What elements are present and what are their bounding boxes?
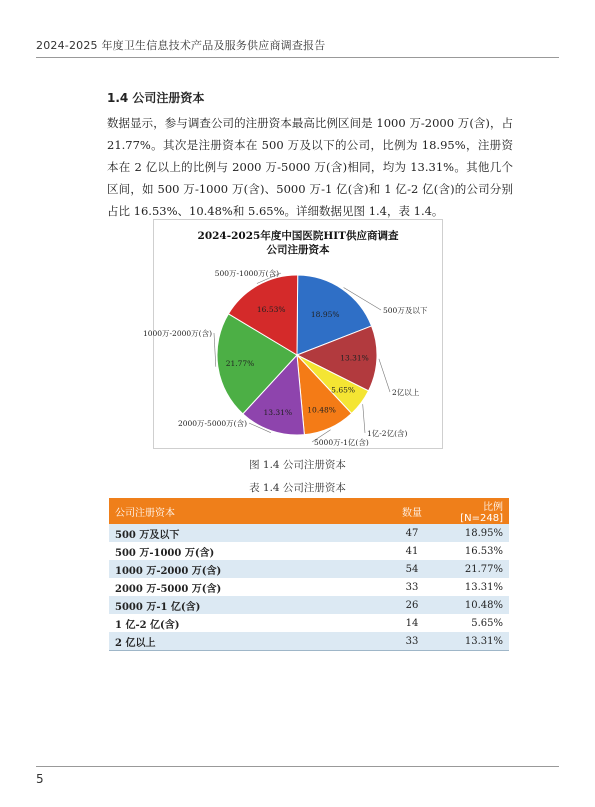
row-count: 26 bbox=[371, 596, 453, 614]
row-capital: 500 万-1000 万(含) bbox=[109, 542, 371, 560]
chart-subtitle: 公司注册资本 bbox=[266, 244, 330, 256]
figure-caption: 图 1.4 公司注册资本 bbox=[249, 459, 346, 471]
slice-leader-line bbox=[363, 404, 365, 433]
header-divider bbox=[36, 57, 559, 58]
slice-value-label: 16.53% bbox=[256, 304, 286, 314]
table-row bbox=[109, 524, 509, 542]
chart-title: 2024-2025年度中国医院HIT供应商调查 bbox=[197, 230, 399, 242]
table-row bbox=[109, 542, 509, 560]
row-ratio: 10.48% bbox=[453, 596, 509, 614]
page-number: 5 bbox=[36, 772, 44, 786]
table-row bbox=[109, 578, 509, 596]
row-count: 54 bbox=[371, 560, 453, 578]
slice-category-label: 500万-1000万(含) bbox=[214, 269, 279, 278]
row-ratio: 13.31% bbox=[453, 632, 509, 651]
body-paragraph: 数据显示，参与调查公司的注册资本最高比例区间是 1000 万-2000 万(含)，占 21.77%。其次是注册资本在 500 万及以下的公司，比例为 18.95%，注册资本在 2 亿以上的比例与 2000 万-5000 万(含)相同，均为 13.31%。其他几个区间，如 500 万-1000 万(含)、5000 万-1 亿(含)和 1 亿-2 亿(含)的公司分别占比 16.53%、10.48%和 5.65%。详细数据见图 1.4，表 1.4。 bbox=[107, 116, 513, 218]
row-ratio: 16.53% bbox=[453, 542, 509, 560]
header-count: 数量 bbox=[371, 498, 453, 524]
slice-value-label: 21.77% bbox=[225, 359, 255, 369]
row-count: 33 bbox=[371, 632, 453, 651]
table-row bbox=[109, 632, 509, 651]
row-capital: 5000 万-1 亿(含) bbox=[109, 596, 371, 614]
row-count: 41 bbox=[371, 542, 453, 560]
slice-category-label: 5000万-1亿(含) bbox=[314, 438, 369, 447]
table-row bbox=[109, 614, 509, 632]
pie-chart bbox=[142, 220, 442, 448]
row-ratio: 18.95% bbox=[453, 524, 509, 542]
slice-value-label: 10.48% bbox=[307, 405, 336, 415]
footer-divider bbox=[36, 766, 559, 767]
row-capital: 2000 万-5000 万(含) bbox=[109, 578, 371, 596]
row-capital: 2 亿以上 bbox=[109, 632, 371, 651]
row-count: 47 bbox=[371, 524, 453, 542]
registered-capital-table bbox=[109, 498, 509, 651]
section-title: 1.4 公司注册资本 bbox=[107, 91, 205, 105]
row-count: 33 bbox=[371, 578, 453, 596]
header-capital: 公司注册资本 bbox=[109, 498, 371, 524]
slice-category-label: 1亿-2亿(含) bbox=[367, 429, 408, 438]
row-capital: 1 亿-2 亿(含) bbox=[109, 614, 371, 632]
table-row bbox=[109, 596, 509, 614]
slice-category-label: 2亿以上 bbox=[392, 388, 420, 397]
row-ratio: 5.65% bbox=[453, 614, 509, 632]
row-ratio: 21.77% bbox=[453, 560, 509, 578]
pie-chart-frame bbox=[142, 219, 443, 449]
slice-leader-line bbox=[214, 333, 216, 367]
slice-category-label: 500万及以下 bbox=[383, 306, 428, 315]
table-row bbox=[109, 560, 509, 578]
row-count: 14 bbox=[371, 614, 453, 632]
row-ratio: 13.31% bbox=[453, 578, 509, 596]
slice-value-label: 13.31% bbox=[263, 407, 293, 417]
report-header: 2024-2025 年度卫生信息技术产品及服务供应商调查报告 bbox=[36, 39, 326, 52]
header-ratio: 比例 [N=248] bbox=[453, 498, 509, 524]
slice-value-label: 5.65% bbox=[331, 385, 356, 395]
slice-leader-line bbox=[379, 359, 390, 392]
table-caption: 表 1.4 公司注册资本 bbox=[249, 482, 346, 494]
slice-category-label: 2000万-5000万(含) bbox=[177, 419, 247, 428]
row-capital: 1000 万-2000 万(含) bbox=[109, 560, 371, 578]
row-capital: 500 万及以下 bbox=[109, 524, 371, 542]
slice-value-label: 13.31% bbox=[340, 353, 369, 363]
slice-value-label: 18.95% bbox=[310, 310, 340, 320]
slice-category-label: 1000万-2000万(含) bbox=[142, 329, 212, 338]
table-header-row bbox=[109, 498, 509, 524]
